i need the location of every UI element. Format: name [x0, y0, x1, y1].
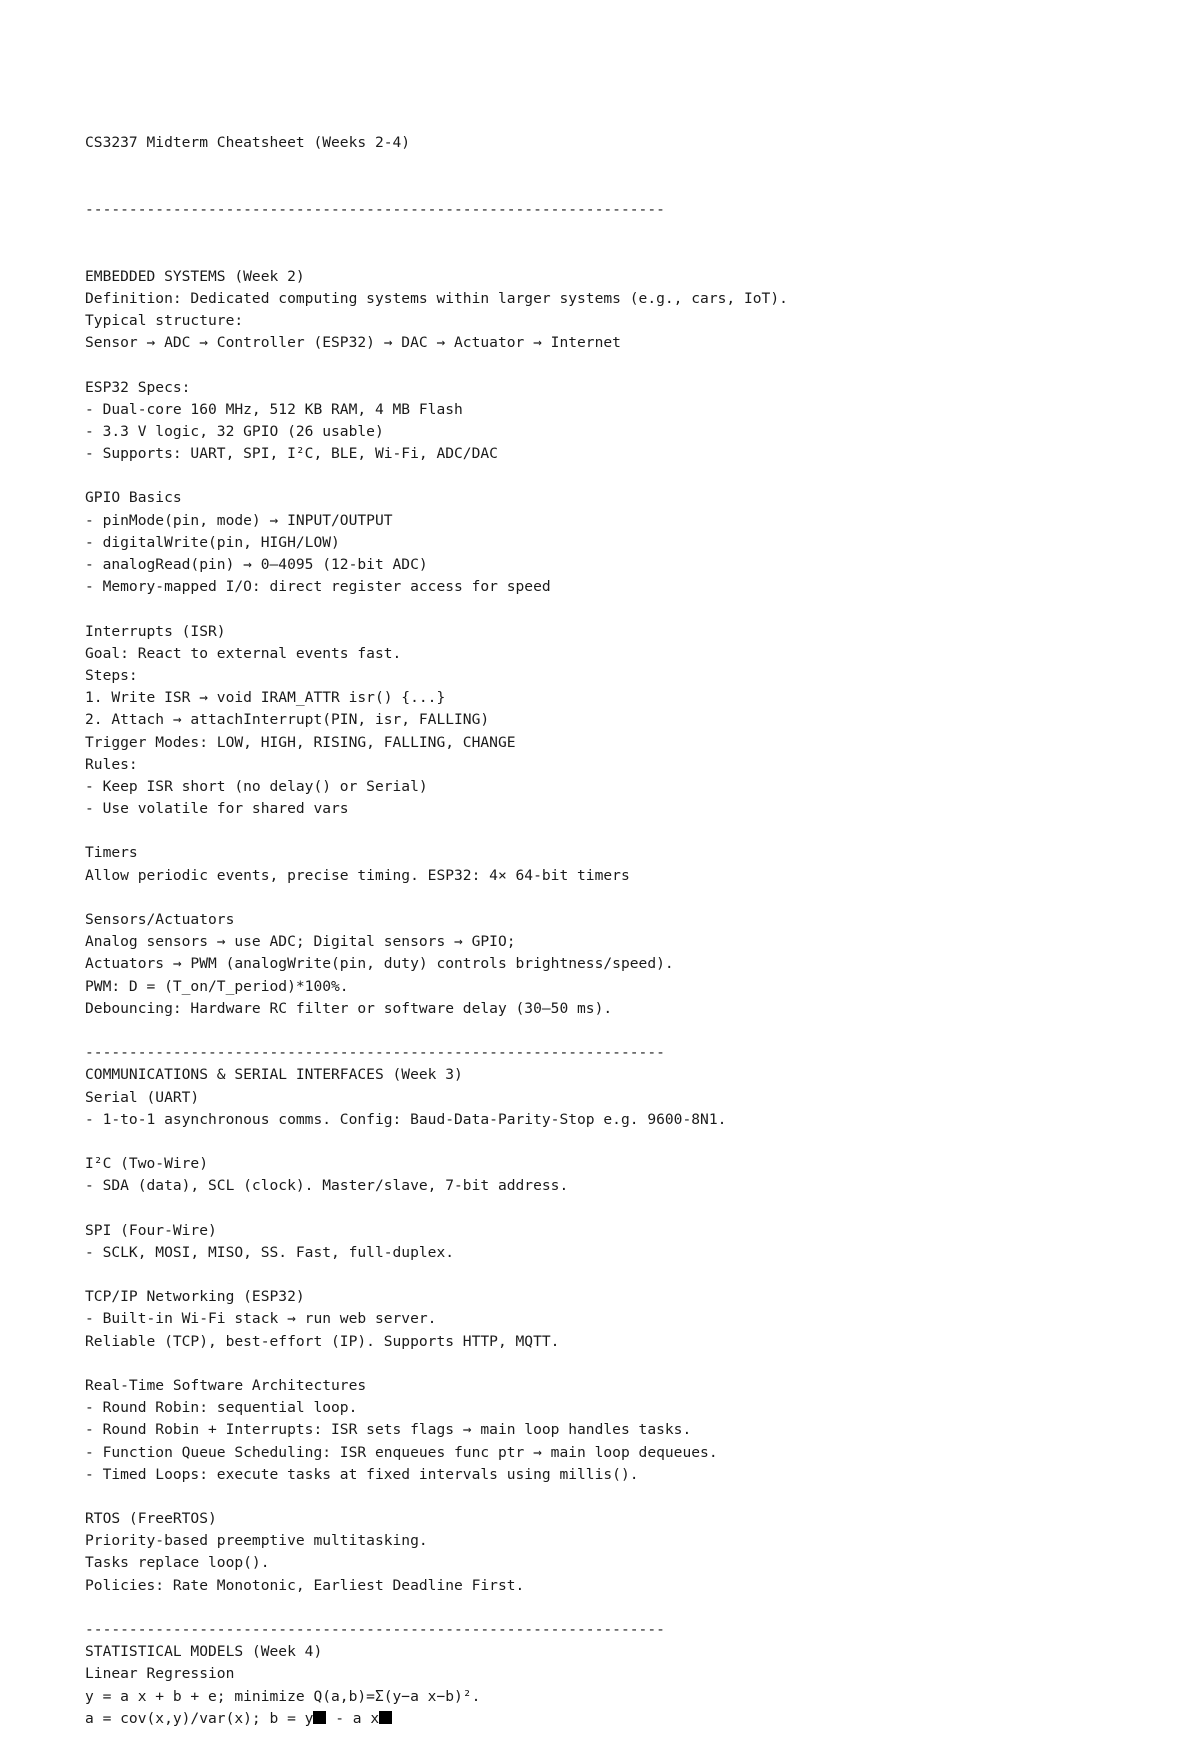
text-line: Reliable (TCP), best-effort (IP). Supports HTTP, MQTT. — [85, 1332, 560, 1350]
blank-line — [85, 1020, 1165, 1042]
blank-line — [85, 820, 1165, 842]
text-line: - SDA (data), SCL (clock). Master/slave, 7-bit address. — [85, 1177, 569, 1195]
text-line: - digitalWrite(pin, HIGH/LOW) — [85, 533, 340, 551]
text-line: - analogRead(pin) → 0–4095 (12-bit ADC) — [85, 556, 428, 574]
text-line: GPIO Basics — [85, 489, 182, 507]
text-line: - pinMode(pin, mode) → INPUT/OUTPUT — [85, 511, 393, 529]
blank-line — [85, 465, 1165, 487]
text-line: PWM: D = (T_on/T_period)*100%. — [85, 977, 349, 995]
blank-line — [85, 887, 1165, 909]
text-line-part: a = cov(x,y)/var(x); b = y — [85, 1709, 314, 1727]
blank-line — [85, 1597, 1165, 1619]
text-line: EMBEDDED SYSTEMS (Week 2) — [85, 267, 305, 285]
text-line: Interrupts (ISR) — [85, 622, 226, 640]
document-title: CS3237 Midterm Cheatsheet (Weeks 2-4) — [85, 134, 411, 152]
text-line: I²C (Two-Wire) — [85, 1155, 209, 1173]
text-line: - Use volatile for shared vars — [85, 800, 349, 818]
text-line: Actuators → PWM (analogWrite(pin, duty) controls brightness/speed). — [85, 955, 674, 973]
text-line: Allow periodic events, precise timing. ESP32: 4× 64-bit timers — [85, 866, 630, 884]
text-line: 2. Attach → attachInterrupt(PIN, isr, FALLING) — [85, 711, 490, 729]
text-line: - Function Queue Scheduling: ISR enqueues func ptr → main loop dequeues. — [85, 1443, 718, 1461]
text-line: Analog sensors → use ADC; Digital sensors → GPIO; — [85, 933, 516, 951]
text-line: - Round Robin + Interrupts: ISR sets flags → main loop handles tasks. — [85, 1421, 692, 1439]
text-line: - Timed Loops: execute tasks at fixed intervals using millis(). — [85, 1465, 639, 1483]
text-line: TCP/IP Networking (ESP32) — [85, 1288, 305, 1306]
missing-glyph-block — [379, 1711, 392, 1724]
text-line: Policies: Rate Monotonic, Earliest Deadline First. — [85, 1576, 525, 1594]
text-line: y = a x + b + e; minimize Q(a,b)=Σ(y−a x−b)². — [85, 1687, 481, 1705]
blank-line — [85, 598, 1165, 620]
text-line: Sensor → ADC → Controller (ESP32) → DAC → Actuator → Internet — [85, 334, 621, 352]
missing-glyph-block — [313, 1711, 326, 1724]
text-line: - Memory-mapped I/O: direct register access for speed — [85, 578, 551, 596]
text-line: ESP32 Specs: — [85, 378, 191, 396]
text-line: Goal: React to external events fast. — [85, 644, 402, 662]
text-line-part: - a x — [326, 1709, 380, 1727]
cheatsheet-document — [85, 88, 1165, 1752]
text-line: Definition: Dedicated computing systems within larger systems (e.g., cars, IoT). — [85, 289, 788, 307]
text-line: - Built-in Wi-Fi stack → run web server. — [85, 1310, 437, 1328]
text-line: Rules: — [85, 755, 138, 773]
text-line: Linear Regression — [85, 1665, 235, 1683]
text-line: Tasks replace loop(). — [85, 1554, 270, 1572]
text-line: - SCLK, MOSI, MISO, SS. Fast, full-duplex. — [85, 1243, 455, 1261]
blank-line — [85, 354, 1165, 376]
text-line: Serial (UART) — [85, 1088, 200, 1106]
text-line: Steps: — [85, 666, 138, 684]
separator-line: ------------------------------------------------------------------ — [85, 1044, 665, 1062]
text-line: STATISTICAL MODELS (Week 4) — [85, 1643, 323, 1661]
text-line: Priority-based preemptive multitasking. — [85, 1532, 428, 1550]
text-line: - Supports: UART, SPI, I²C, BLE, Wi-Fi, ADC/DAC — [85, 445, 498, 463]
text-line: COMMUNICATIONS & SERIAL INTERFACES (Week 3) — [85, 1066, 463, 1084]
blank-line — [85, 1197, 1165, 1219]
text-line: - Keep ISR short (no delay() or Serial) — [85, 777, 428, 795]
text-line: Timers — [85, 844, 138, 862]
separator-line: ------------------------------------------------------------------ — [85, 1621, 665, 1639]
text-line: - Dual-core 160 MHz, 512 KB RAM, 4 MB Flash — [85, 400, 463, 418]
text-line: Real-Time Software Architectures — [85, 1376, 367, 1394]
text-line: Sensors/Actuators — [85, 911, 235, 929]
text-line: - 3.3 V logic, 32 GPIO (26 usable) — [85, 422, 384, 440]
text-line: Typical structure: — [85, 311, 244, 329]
blank-line — [85, 1486, 1165, 1508]
text-line: RTOS (FreeRTOS) — [85, 1510, 217, 1528]
text-line: - Round Robin: sequential loop. — [85, 1399, 358, 1417]
blank-line — [85, 1353, 1165, 1375]
text-line: - 1-to-1 asynchronous comms. Config: Baud-Data-Parity-Stop e.g. 9600-8N1. — [85, 1110, 727, 1128]
separator-line: ------------------------------------------------------------------ — [85, 201, 665, 218]
text-line: Trigger Modes: LOW, HIGH, RISING, FALLING, CHANGE — [85, 733, 516, 751]
text-line: 1. Write ISR → void IRAM_ATTR isr() {...} — [85, 689, 446, 707]
text-line — [85, 1708, 1165, 1730]
text-line: Debouncing: Hardware RC filter or software delay (30–50 ms). — [85, 999, 613, 1017]
text-line: SPI (Four-Wire) — [85, 1221, 217, 1239]
document-body — [85, 266, 1165, 1730]
blank-line — [85, 1264, 1165, 1286]
blank-line — [85, 1131, 1165, 1153]
